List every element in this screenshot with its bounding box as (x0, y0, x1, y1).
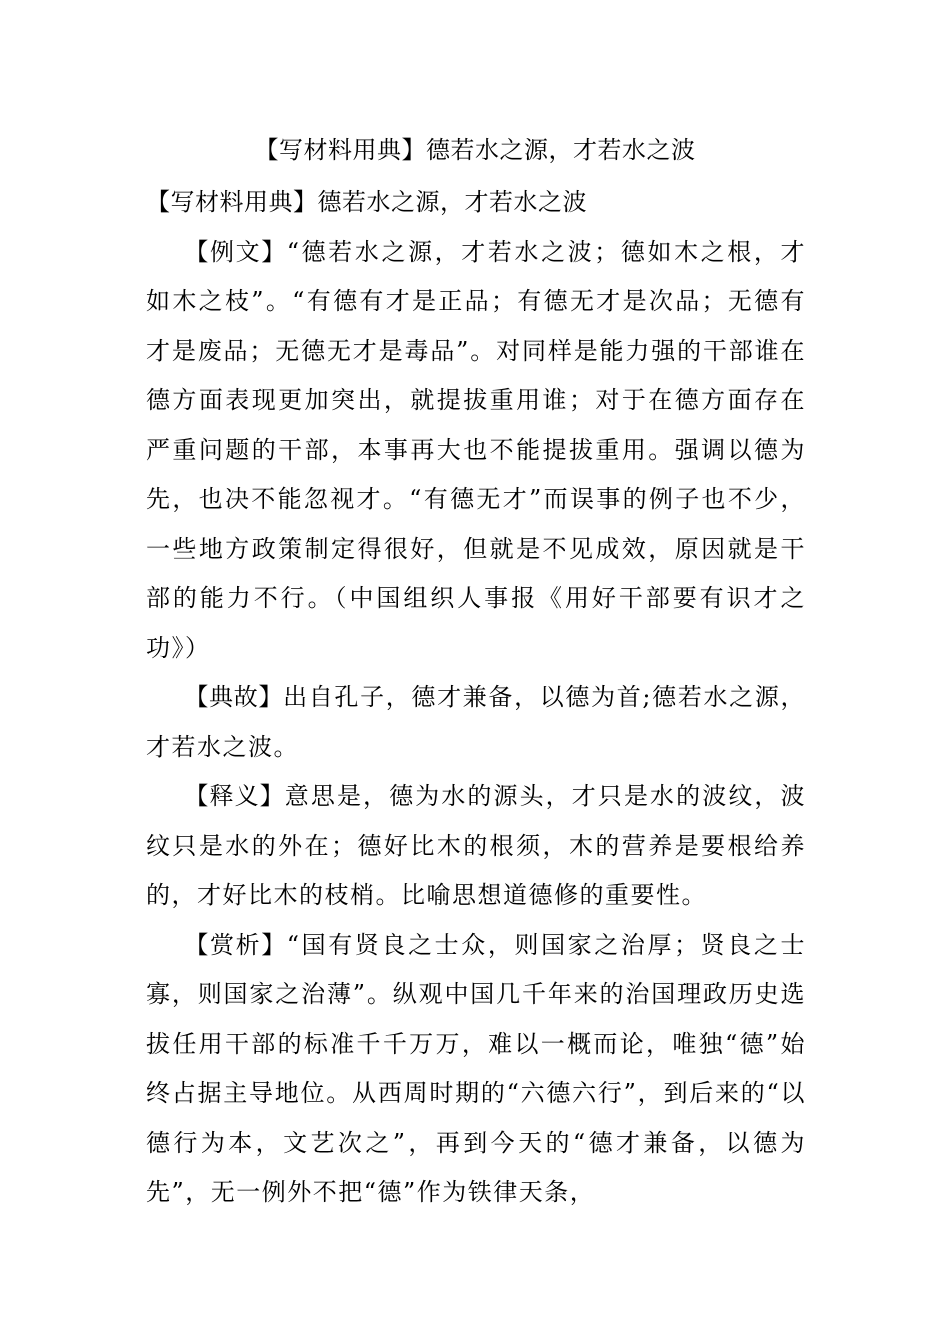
allusion-text: 出自孔子，德才兼备，以德为首;德若水之源，才若水之波。 (146, 683, 806, 761)
example-label: 【例文】 (184, 237, 287, 266)
meaning-text: 意思是，德为水的源头，才只是水的波纹，波纹只是水的外在；德好比木的根须，木的营养是要根给养的，才好比木的枝梢。比喻思想道德修的重要性。 (146, 782, 807, 909)
appreciation-paragraph (146, 921, 806, 1218)
meaning-paragraph (146, 772, 806, 921)
example-text: “德若水之源，才若水之波；德如木之根，才如木之枝”。“有德有才是正品；有德无才是次品；无德有才是废品；无德无才是毒品”。对同样是能力强的干部谁在德方面表现更加突出，就提拔重用谁；对于在德方面存在严重问题的干部，本事再大也不能提拔重用。强调以德为先，也决不能忽视才。“有德无才”而误事的例子也不少，一些地方政策制定得很好，但就是不见成效，原因就是干部的能力不行。（中国组织人事报《用好干部要有识才之功》） (146, 237, 806, 662)
document-body (146, 178, 806, 1218)
document-subtitle: 【写材料用典】德若水之源，才若水之波 (146, 188, 587, 216)
appreciation-label: 【赏析】 (184, 930, 287, 959)
document-title: 【写材料用典】德若水之源，才若水之波 (254, 136, 696, 164)
meaning-label: 【释义】 (184, 782, 285, 810)
allusion-paragraph (146, 673, 806, 772)
example-paragraph (146, 228, 806, 674)
allusion-label: 【典故】 (184, 683, 284, 711)
appreciation-text: “国有贤良之士众，则国家之治厚；贤良之士寡，则国家之治薄”。纵观中国几千年来的治国理政历史选拔任用干部的标准千千万万，难以一概而论，唯独“德”始终占据主导地位。从西周时期的“六德六行”，到后来的“以德行为本，文艺次之”，再到今天的“德才兼备，以德为先”，无一例外不把“德”作为铁律天条， (146, 930, 806, 1206)
